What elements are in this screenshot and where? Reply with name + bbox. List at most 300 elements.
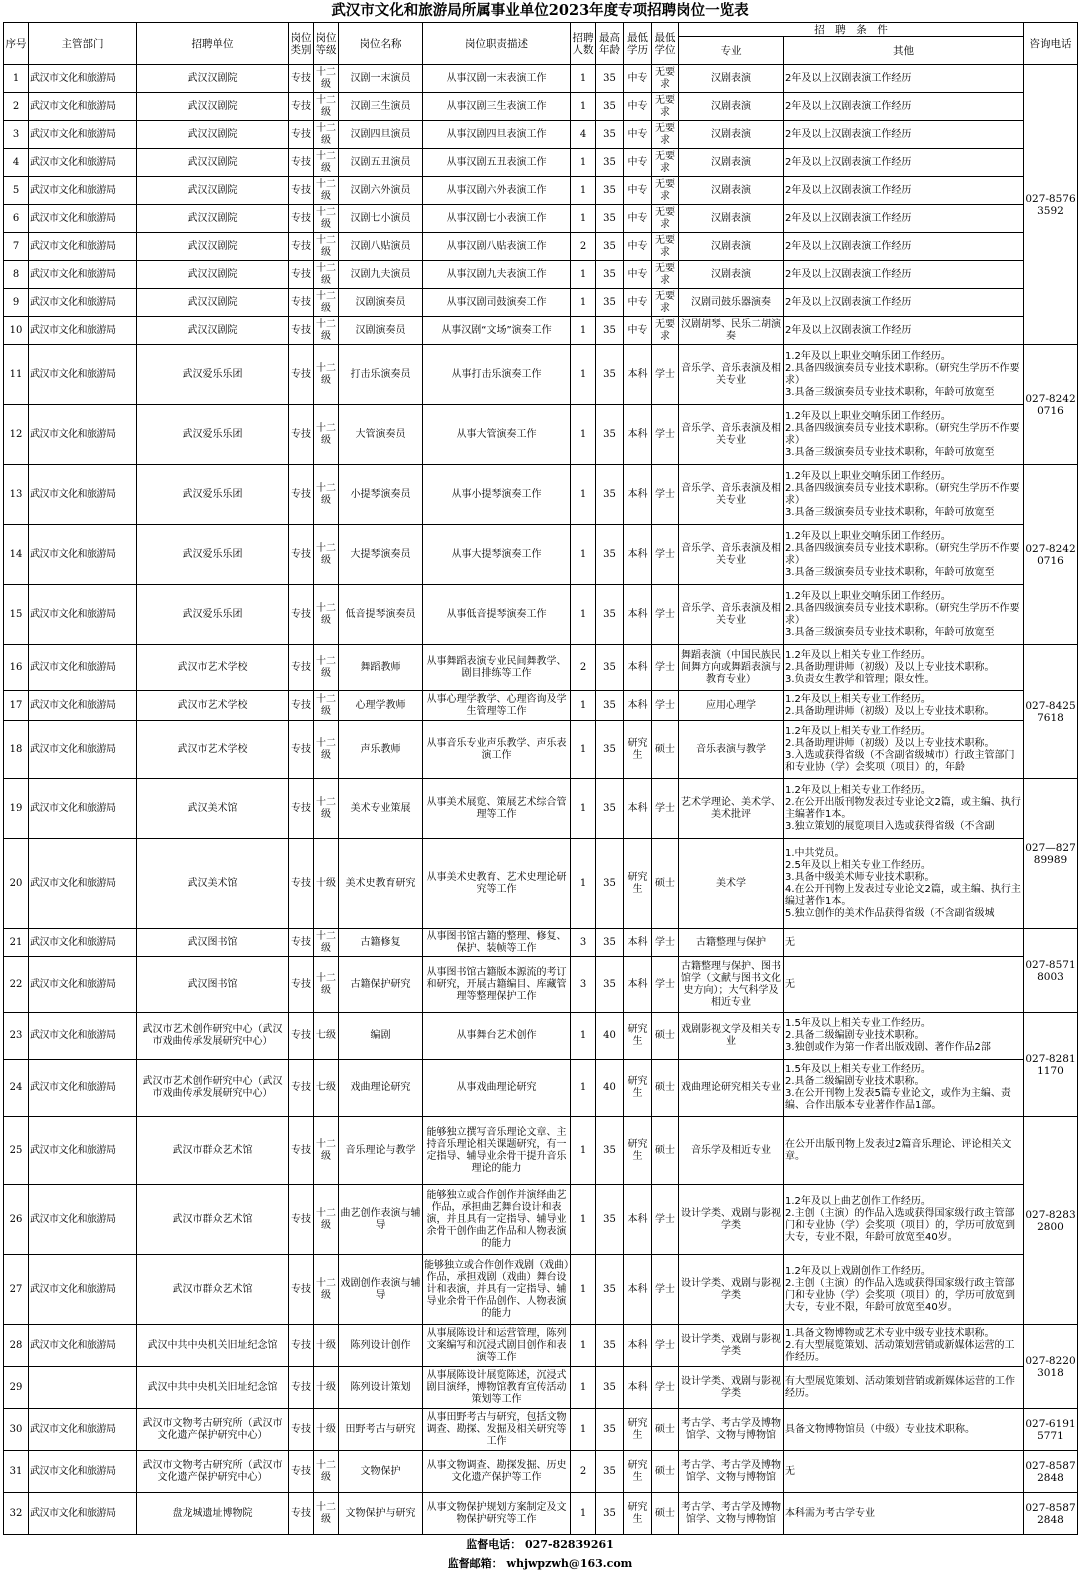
cell-other: 无 [784,957,1024,1013]
cell-degree: 无要求 [652,65,679,93]
cell-seq: 18 [4,721,29,779]
cell-unit: 武汉爱乐乐团 [137,465,289,525]
cell-edu: 本科 [624,929,652,957]
cell-degree: 无要求 [652,317,679,345]
table-row [4,1117,1078,1185]
cell-count: 1 [571,405,596,465]
cell-dept: 武汉市文化和旅游局 [29,1409,137,1451]
cell-unit: 武汉市艺术学校 [137,721,289,779]
cell-name: 小提琴演奏员 [339,465,423,525]
cell-dept: 武汉市文化和旅游局 [29,345,137,405]
cell-unit: 武汉爱乐乐团 [137,585,289,645]
cell-unit: 武汉中共中央机关旧址纪念馆 [137,1367,289,1409]
cell-type: 专技 [289,405,314,465]
cell-seq: 14 [4,525,29,585]
cell-other: 1.5年及以上相关专业工作经历。 2.具备二级编剧专业技术职称。 3.独创或作为第一作者出版戏剧、著作作品2部 [784,1013,1024,1060]
cell-type: 专技 [289,465,314,525]
cell-level: 十二级 [314,957,339,1013]
cell-age: 35 [596,261,624,289]
cell-type: 专技 [289,289,314,317]
cell-unit: 武汉爱乐乐团 [137,525,289,585]
cell-major: 考古学、考古学及博物馆学、文物与博物馆 [679,1451,784,1493]
cell-name: 汉剧六外演员 [339,177,423,205]
cell-unit: 武汉汉剧院 [137,177,289,205]
cell-age: 35 [596,205,624,233]
cell-desc: 从事文物调查、勘探发掘、历史文化遗产保护等工作 [423,1451,571,1493]
cell-level: 十二级 [314,317,339,345]
cell-count: 2 [571,233,596,261]
cell-count: 1 [571,779,596,839]
cell-major: 汉剧表演 [679,233,784,261]
cell-phone: 027-82420716 [1024,465,1078,645]
cell-type: 专技 [289,1185,314,1255]
cell-desc: 从事大管演奏工作 [423,405,571,465]
cell-major: 汉剧表演 [679,205,784,233]
cell-age: 35 [596,1451,624,1493]
table-row [4,1060,1078,1117]
cell-degree: 学士 [652,1185,679,1255]
cell-seq: 7 [4,233,29,261]
cell-level: 十二级 [314,465,339,525]
cell-major: 美术学 [679,839,784,929]
cell-major: 汉剧表演 [679,93,784,121]
cell-degree: 学士 [652,779,679,839]
cell-degree: 硕士 [652,1493,679,1535]
cell-dept: 武汉市文化和旅游局 [29,839,137,929]
cell-age: 35 [596,839,624,929]
cell-desc: 从事打击乐演奏工作 [423,345,571,405]
cell-other: 2年及以上汉剧表演工作经历 [784,289,1024,317]
cell-dept: 武汉市文化和旅游局 [29,525,137,585]
cell-count: 1 [571,1185,596,1255]
cell-degree: 无要求 [652,261,679,289]
cell-degree: 学士 [652,345,679,405]
cell-phone: 027-85718003 [1024,929,1078,1013]
positions-table [3,22,1078,1535]
cell-dept: 武汉市文化和旅游局 [29,779,137,839]
cell-type: 专技 [289,261,314,289]
cell-type: 专技 [289,121,314,149]
cell-type: 专技 [289,691,314,721]
cell-desc: 从事大提琴演奏工作 [423,525,571,585]
table-row [4,65,1078,93]
header-type: 岗位类别 [289,23,314,65]
cell-seq: 3 [4,121,29,149]
cell-unit: 盘龙城遗址博物院 [137,1493,289,1535]
cell-phone: 027-82811170 [1024,1013,1078,1117]
cell-desc: 从事低音提琴演奏工作 [423,585,571,645]
cell-type: 专技 [289,1255,314,1325]
cell-count: 1 [571,721,596,779]
cell-name: 戏剧创作表演与辅导 [339,1255,423,1325]
cell-count: 1 [571,525,596,585]
cell-phone: 027-84257618 [1024,645,1078,779]
cell-seq: 27 [4,1255,29,1325]
cell-name: 文物保护与研究 [339,1493,423,1535]
cell-seq: 6 [4,205,29,233]
cell-level: 十二级 [314,585,339,645]
cell-other: 2年及以上汉剧表演工作经历 [784,121,1024,149]
cell-age: 35 [596,1409,624,1451]
cell-phone: 027-85872848 [1024,1493,1078,1535]
table-row [4,149,1078,177]
cell-count: 1 [571,261,596,289]
cell-other: 1.2年及以上相关专业工作经历。 2.具备助理讲师（初级）及以上专业技术职称。 3.入选或获得省级（不含副省级城市）行政主管部门和专业协（学）会奖项（项目）的，年龄 [784,721,1024,779]
cell-degree: 硕士 [652,721,679,779]
cell-dept: 武汉市文化和旅游局 [29,1013,137,1060]
cell-major: 考古学、考古学及博物馆学、文物与博物馆 [679,1409,784,1451]
cell-count: 1 [571,1117,596,1185]
cell-count: 2 [571,1451,596,1493]
cell-type: 专技 [289,1493,314,1535]
header-desc: 岗位职责描述 [423,23,571,65]
cell-count: 1 [571,691,596,721]
cell-major: 音乐学、音乐表演及相关专业 [679,465,784,525]
cell-age: 35 [596,465,624,525]
cell-other: 2年及以上汉剧表演工作经历 [784,317,1024,345]
cell-desc: 从事心理学教学、心理咨询及学生管理等工作 [423,691,571,721]
cell-edu: 中专 [624,149,652,177]
cell-edu: 本科 [624,1367,652,1409]
cell-unit: 武汉爱乐乐团 [137,405,289,465]
cell-unit: 武汉汉剧院 [137,289,289,317]
cell-name: 声乐教师 [339,721,423,779]
cell-unit: 武汉市艺术创作研究中心（武汉市戏曲传承发展研究中心） [137,1013,289,1060]
cell-degree: 学士 [652,1255,679,1325]
cell-phone: 027-61915771 [1024,1409,1078,1451]
cell-major: 戏剧影视文学及相关专业 [679,1013,784,1060]
table-row [4,1325,1078,1367]
cell-dept: 武汉市文化和旅游局 [29,645,137,691]
cell-desc: 从事图书馆古籍的整理、修复、保护、装帧等工作 [423,929,571,957]
cell-seq: 20 [4,839,29,929]
cell-count: 2 [571,645,596,691]
cell-other: 具备文物博物馆员（中级）专业技术职称。 [784,1409,1024,1451]
cell-other: 无 [784,929,1024,957]
cell-age: 40 [596,1013,624,1060]
cell-degree: 硕士 [652,1117,679,1185]
cell-other: 1.中共党员。 2.5年及以上相关专业工作经历。 3.具备中级美术师专业技术职称。 4.在公开刊物上发表过专业论文2篇，或主编、执行主编过著作1本。 5.独立创作的美术作品获得省级（不含副省级城 [784,839,1024,929]
cell-desc: 能够独立撰写音乐理论文章、主持音乐理论相关课题研究，有一定指导、辅导业余骨干提升音乐理论的能力 [423,1117,571,1185]
cell-unit: 武汉汉剧院 [137,233,289,261]
cell-edu: 本科 [624,405,652,465]
table-row [4,317,1078,345]
cell-count: 1 [571,65,596,93]
cell-seq: 32 [4,1493,29,1535]
cell-dept: 武汉市文化和旅游局 [29,465,137,525]
cell-seq: 13 [4,465,29,525]
cell-edu: 研究生 [624,1060,652,1117]
cell-level: 十二级 [314,121,339,149]
cell-major: 音乐学、音乐表演及相关专业 [679,585,784,645]
cell-name: 戏曲理论研究 [339,1060,423,1117]
cell-seq: 11 [4,345,29,405]
table-row [4,1013,1078,1060]
cell-desc: 从事图书馆古籍版本源流的考订和研究，开展古籍编目、库藏管理等整理保护工作 [423,957,571,1013]
table-row [4,957,1078,1013]
cell-age: 35 [596,1255,624,1325]
cell-other: 1.2年及以上相关专业工作经历。 2.具备助理讲师（初级）及以上专业技术职称。 [784,691,1024,721]
cell-level: 十二级 [314,261,339,289]
table-row [4,1451,1078,1493]
cell-phone: 027-85872848 [1024,1451,1078,1493]
cell-unit: 武汉市文物考古研究所（武汉市文化遗产保护研究中心） [137,1409,289,1451]
table-row [4,177,1078,205]
cell-other: 2年及以上汉剧表演工作经历 [784,233,1024,261]
cell-edu: 研究生 [624,1409,652,1451]
cell-name: 舞蹈教师 [339,645,423,691]
cell-name: 汉剧演奏员 [339,289,423,317]
cell-edu: 研究生 [624,1451,652,1493]
table-row [4,1255,1078,1325]
cell-level: 十二级 [314,149,339,177]
cell-edu: 中专 [624,93,652,121]
cell-dept: 武汉市文化和旅游局 [29,65,137,93]
cell-seq: 17 [4,691,29,721]
cell-type: 专技 [289,1451,314,1493]
cell-unit: 武汉汉剧院 [137,121,289,149]
cell-edu: 中专 [624,233,652,261]
cell-degree: 无要求 [652,205,679,233]
cell-level: 十二级 [314,929,339,957]
cell-type: 专技 [289,929,314,957]
cell-dept: 武汉市文化和旅游局 [29,1493,137,1535]
cell-edu: 本科 [624,585,652,645]
cell-degree: 学士 [652,525,679,585]
table-row [4,205,1078,233]
cell-edu: 本科 [624,1185,652,1255]
cell-edu: 本科 [624,779,652,839]
cell-type: 专技 [289,525,314,585]
cell-count: 1 [571,1013,596,1060]
cell-other: 2年及以上汉剧表演工作经历 [784,205,1024,233]
cell-count: 1 [571,1493,596,1535]
cell-desc: 从事汉剧五丑表演工作 [423,149,571,177]
cell-major: 音乐学、音乐表演及相关专业 [679,405,784,465]
cell-desc: 从事汉剧一末表演工作 [423,65,571,93]
table-row [4,1185,1078,1255]
cell-edu: 研究生 [624,839,652,929]
cell-name: 陈列设计创作 [339,1325,423,1367]
cell-edu: 研究生 [624,1493,652,1535]
cell-dept: 武汉市文化和旅游局 [29,149,137,177]
cell-type: 专技 [289,721,314,779]
cell-major: 汉剧表演 [679,121,784,149]
cell-degree: 学士 [652,1367,679,1409]
cell-level: 十二级 [314,779,339,839]
cell-name: 心理学教师 [339,691,423,721]
cell-unit: 武汉市艺术学校 [137,691,289,721]
cell-edu: 中专 [624,177,652,205]
cell-name: 汉剧四旦演员 [339,121,423,149]
cell-level: 十二级 [314,65,339,93]
cell-type: 专技 [289,839,314,929]
cell-degree: 无要求 [652,93,679,121]
header-age: 最高年龄 [596,23,624,65]
cell-dept: 武汉市文化和旅游局 [29,585,137,645]
cell-other: 1.具备文物博物或艺术专业中级专业技术职称。 2.有大型展览策划、活动策划营销或新媒体运营的工作经历。 [784,1325,1024,1367]
cell-age: 35 [596,93,624,121]
cell-type: 专技 [289,149,314,177]
cell-other: 本科需为考古学专业 [784,1493,1024,1535]
cell-desc: 从事舞蹈表演专业民间舞教学、剧目排练等工作 [423,645,571,691]
cell-seq: 1 [4,65,29,93]
cell-seq: 30 [4,1409,29,1451]
table-row [4,1367,1078,1409]
cell-other: 1.5年及以上相关专业工作经历。 2.具备二级编剧专业技术职称。 3.在公开刊物上发表5篇专业论文，或作为主编、责编、合作出版本专业著作作品1部。 [784,1060,1024,1117]
cell-count: 3 [571,929,596,957]
cell-phone: 027-82420716 [1024,345,1078,465]
cell-unit: 武汉美术馆 [137,779,289,839]
cell-unit: 武汉汉剧院 [137,205,289,233]
cell-type: 专技 [289,1060,314,1117]
cell-level: 十二级 [314,691,339,721]
cell-count: 1 [571,289,596,317]
cell-age: 35 [596,645,624,691]
supervise-email: 监督邮箱： whjwpzwh@163.com [447,1557,633,1570]
cell-unit: 武汉市群众艺术馆 [137,1255,289,1325]
cell-unit: 武汉市艺术学校 [137,645,289,691]
cell-type: 专技 [289,1367,314,1409]
cell-major: 音乐学、音乐表演及相关专业 [679,345,784,405]
table-row [4,1493,1078,1535]
cell-age: 35 [596,1117,624,1185]
cell-age: 35 [596,289,624,317]
cell-level: 十二级 [314,1493,339,1535]
cell-desc: 从事汉剧三生表演工作 [423,93,571,121]
cell-level: 十二级 [314,1185,339,1255]
cell-age: 35 [596,525,624,585]
cell-level: 十二级 [314,205,339,233]
cell-desc: 从事美术史教育、艺术史理论研究等工作 [423,839,571,929]
cell-age: 35 [596,585,624,645]
cell-seq: 31 [4,1451,29,1493]
cell-major: 舞蹈表演（中国民族民间舞方向或舞蹈表演与教育专业） [679,645,784,691]
cell-name: 编剧 [339,1013,423,1060]
cell-age: 35 [596,233,624,261]
cell-count: 1 [571,317,596,345]
cell-count: 1 [571,93,596,121]
cell-degree: 无要求 [652,289,679,317]
cell-level: 十二级 [314,405,339,465]
cell-type: 专技 [289,177,314,205]
cell-count: 1 [571,585,596,645]
cell-edu: 中专 [624,289,652,317]
cell-age: 35 [596,1325,624,1367]
cell-seq: 4 [4,149,29,177]
cell-dept: 武汉市文化和旅游局 [29,261,137,289]
cell-type: 专技 [289,1117,314,1185]
cell-dept [29,1367,137,1409]
table-row [4,691,1078,721]
cell-major: 汉剧表演 [679,261,784,289]
cell-age: 35 [596,957,624,1013]
cell-desc: 从事汉剧九夫表演工作 [423,261,571,289]
table-row [4,465,1078,525]
cell-desc: 能够独立或合作创作戏剧（戏曲）作品，承担戏剧（戏曲）舞台设计和表演，并具有一定指导、辅导业余骨干作品创作、人物表演的能力 [423,1255,571,1325]
cell-age: 35 [596,65,624,93]
cell-count: 4 [571,121,596,149]
cell-other: 1.2年及以上职业交响乐团工作经历。 2.具备四级演奏员专业技术职称。（研究生学历不作要求） 3.具备三级演奏员专业技术职称，年龄可放宽至 [784,465,1024,525]
cell-dept: 武汉市文化和旅游局 [29,929,137,957]
cell-major: 设计学类、戏剧与影视学类 [679,1185,784,1255]
cell-degree: 学士 [652,691,679,721]
cell-type: 专技 [289,205,314,233]
cell-level: 十级 [314,839,339,929]
cell-name: 汉剧演奏员 [339,317,423,345]
cell-level: 十级 [314,1409,339,1451]
table-row [4,93,1078,121]
table-row [4,289,1078,317]
cell-seq: 26 [4,1185,29,1255]
cell-desc: 从事田野考古与研究，包括文物调查、勘探、发掘及相关研究等工作 [423,1409,571,1451]
cell-dept: 武汉市文化和旅游局 [29,721,137,779]
cell-type: 专技 [289,957,314,1013]
cell-name: 田野考古与研究 [339,1409,423,1451]
cell-seq: 9 [4,289,29,317]
cell-level: 七级 [314,1060,339,1117]
cell-dept: 武汉市文化和旅游局 [29,1451,137,1493]
cell-other: 2年及以上汉剧表演工作经历 [784,177,1024,205]
cell-type: 专技 [289,585,314,645]
cell-unit: 武汉市艺术创作研究中心（武汉市戏曲传承发展研究中心） [137,1060,289,1117]
cell-major: 艺术学理论、美术学、美术批评 [679,779,784,839]
cell-level: 七级 [314,1013,339,1060]
cell-desc: 从事小提琴演奏工作 [423,465,571,525]
cell-unit: 武汉市群众艺术馆 [137,1185,289,1255]
cell-degree: 学士 [652,1325,679,1367]
cell-other: 2年及以上汉剧表演工作经历 [784,261,1024,289]
cell-desc: 从事音乐专业声乐教学、声乐表演工作 [423,721,571,779]
cell-count: 1 [571,465,596,525]
cell-count: 1 [571,149,596,177]
cell-dept: 武汉市文化和旅游局 [29,121,137,149]
cell-dept: 武汉市文化和旅游局 [29,1325,137,1367]
header-dept: 主管部门 [29,23,137,65]
cell-degree: 学士 [652,929,679,957]
cell-major: 古籍整理与保护 [679,929,784,957]
cell-seq: 8 [4,261,29,289]
cell-major: 设计学类、戏剧与影视学类 [679,1255,784,1325]
cell-type: 专技 [289,1013,314,1060]
cell-level: 十二级 [314,1117,339,1185]
header-name: 岗位名称 [339,23,423,65]
cell-other: 无 [784,1451,1024,1493]
cell-dept: 武汉市文化和旅游局 [29,405,137,465]
cell-level: 十二级 [314,233,339,261]
cell-desc: 从事展陈设计展览陈述，沉浸式剧目演绎，博物馆教育宣传活动策划等工作 [423,1367,571,1409]
table-row [4,405,1078,465]
cell-degree: 无要求 [652,149,679,177]
cell-dept: 武汉市文化和旅游局 [29,957,137,1013]
cell-degree: 硕士 [652,1060,679,1117]
cell-dept: 武汉市文化和旅游局 [29,1117,137,1185]
cell-name: 古籍修复 [339,929,423,957]
cell-name: 古籍保护研究 [339,957,423,1013]
cell-level: 十二级 [314,345,339,405]
header-unit: 招聘单位 [137,23,289,65]
cell-name: 美术专业策展 [339,779,423,839]
cell-seq: 12 [4,405,29,465]
cell-dept: 武汉市文化和旅游局 [29,691,137,721]
table-row [4,721,1078,779]
cell-degree: 学士 [652,405,679,465]
cell-count: 1 [571,345,596,405]
supervise-phone: 监督电话： 027-82839261 [466,1538,614,1551]
cell-type: 专技 [289,65,314,93]
cell-desc: 从事汉剧八贴表演工作 [423,233,571,261]
cell-major: 汉剧表演 [679,177,784,205]
